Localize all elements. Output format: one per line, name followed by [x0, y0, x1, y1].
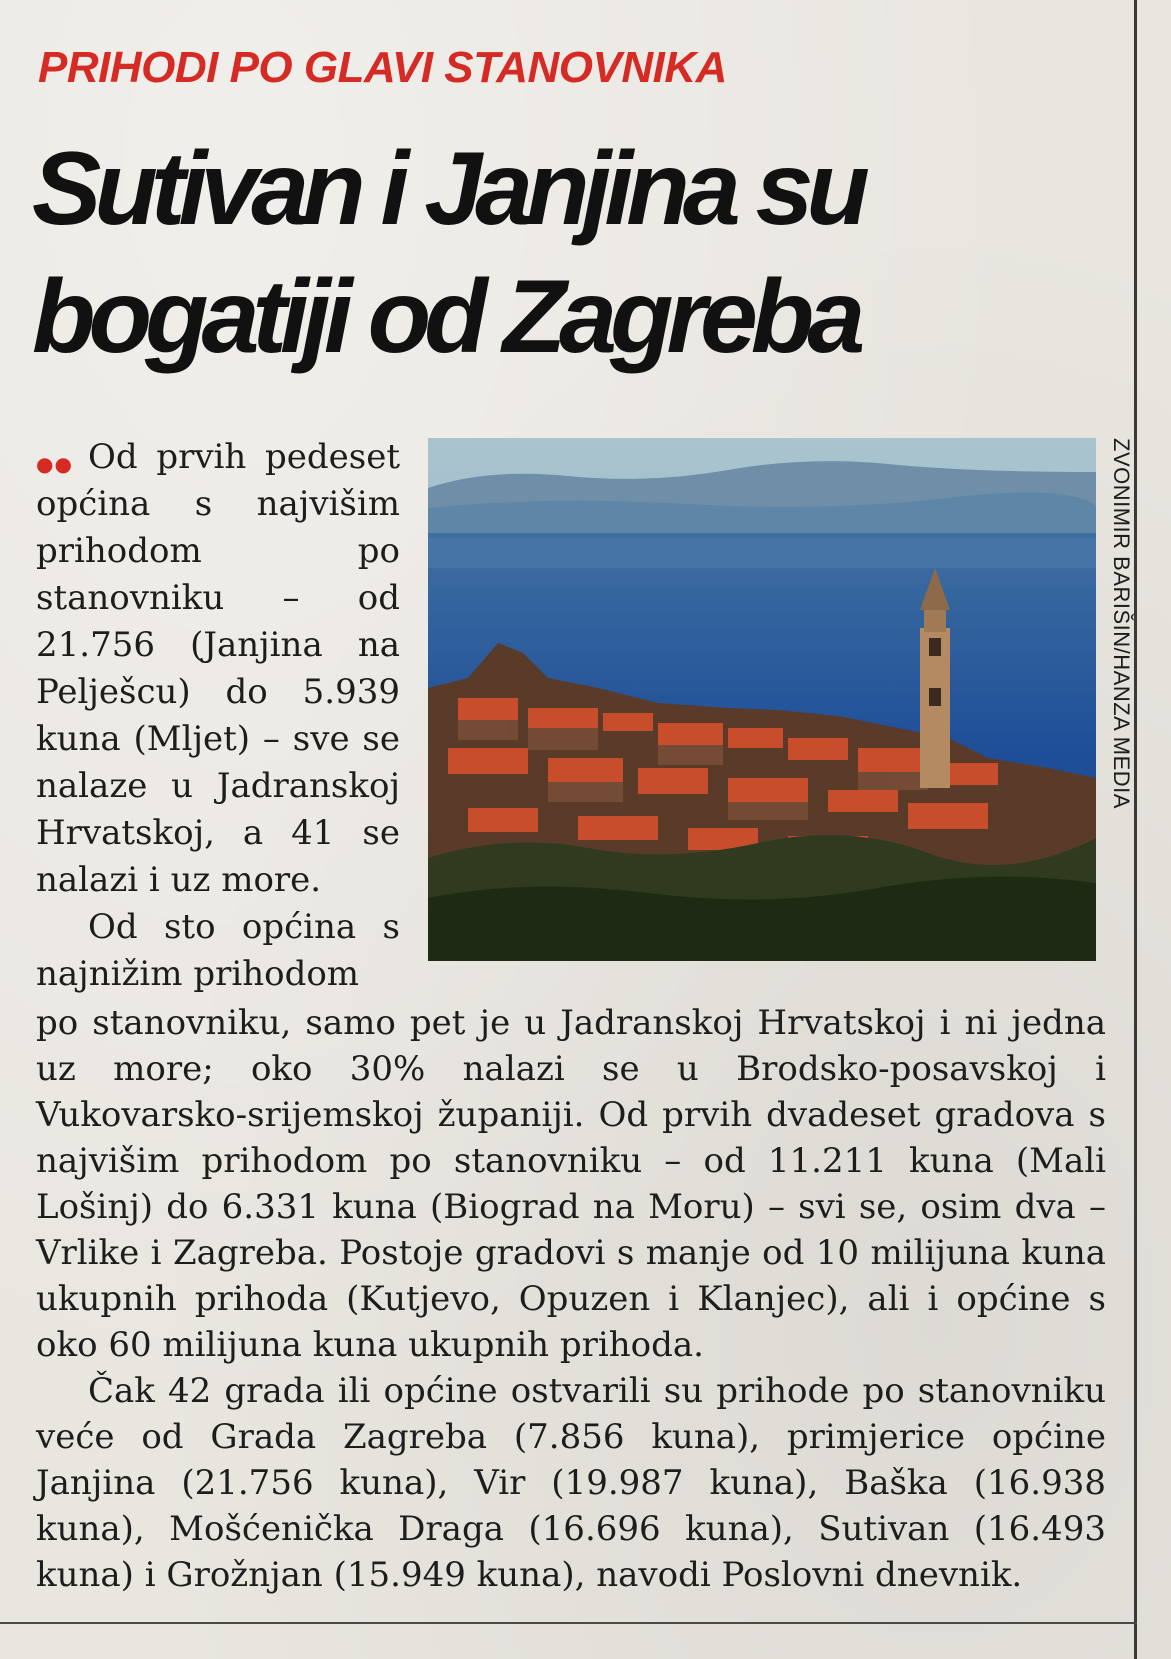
- article-photo: [428, 438, 1096, 961]
- article-kicker: PRIHODI PO GLAVI STANOVNIKA: [38, 43, 727, 92]
- bullet-dots-icon: ●●: [36, 452, 73, 476]
- bottom-rule: [0, 1622, 1137, 1624]
- paragraph-1: Od prvih pedeset općina s najvišim prihodom po stanovniku – od 21.756 (Janjina na Pelješcu) do 5.939 kuna (Mljet) – sve se nalaze u Jadranskoj Hrvatskoj, a 41 se nalazi i uz more.: [36, 437, 400, 900]
- paragraph-3: Čak 42 grada ili općine ostvarili su prihode po stanovniku veće od Grada Zagreba (7.856 kuna), primjerice općine Janjina (21.756 kuna), Vir (19.987 kuna), Baška (16.938 kuna), Mošćenička Draga (16.696 kuna), Sutivan (16.493 kuna) i Grožnjan (15.949 kuna), navodi Poslovni dnevnik.: [36, 1371, 1106, 1595]
- article-headline: [32, 125, 992, 381]
- photo-credit: ZVONIMIR BARIŠIN/HANZA MEDIA: [1109, 438, 1134, 809]
- headline-line-1: Sutivan i Janjina su: [32, 131, 863, 247]
- column-rule: [1134, 0, 1137, 1659]
- wide-column: [36, 1000, 1106, 1598]
- paragraph-2-start: Od sto općina s najnižim prihodom: [36, 907, 400, 994]
- narrow-column: [36, 434, 400, 998]
- headline-line-2: bogatiji od Zagreba: [32, 259, 859, 375]
- town-by-sea-image: [428, 438, 1096, 961]
- paragraph-2-continued: po stanovniku, samo pet je u Jadranskoj Hrvatskoj i ni jedna uz more; oko 30% nalazi se u Brodsko-posavskoj i Vukovarsko-srijemskoj županiji. Od prvih dvadeset gradova s najvišim prihodom po stanovniku – od 11.211 kuna (Mali Lošinj) do 6.331 kuna (Biograd na Moru) – svi se, osim dva – Vrlike i Zagreba. Postoje gradovi s manje od 10 milijuna kuna ukupnih prihoda (Kutjevo, Opuzen i Klanjec), ali i općine s oko 60 milijuna kuna ukupnih prihoda.: [36, 1003, 1106, 1365]
